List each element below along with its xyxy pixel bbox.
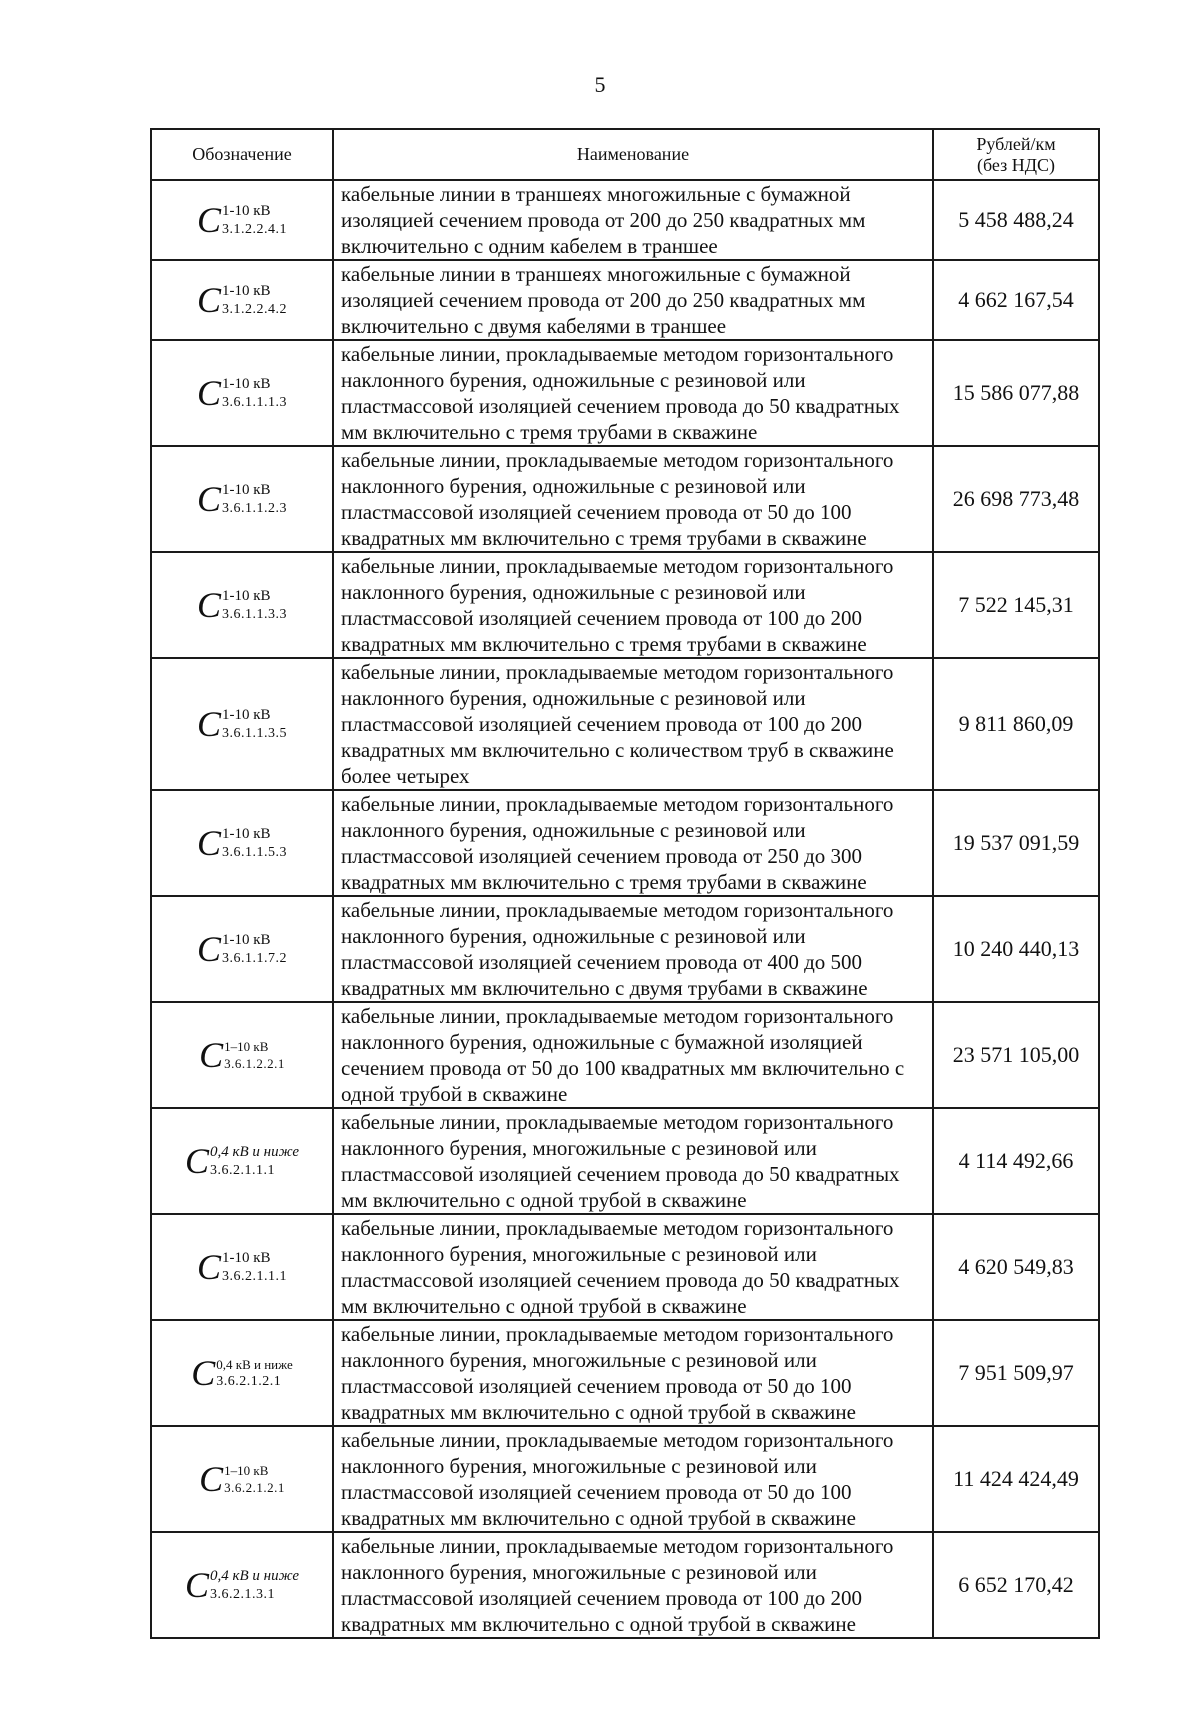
page-number: 5 [594, 72, 606, 97]
code-voltage: 1–10 кВ [224, 1463, 269, 1478]
tariff-code: C 1-10 кВ 3.6.1.1.1.3 [196, 373, 287, 413]
row-name: кабельные линии, прокладываемые методом горизонтального наклонного бурения, одножильные с резиновой или пластмассовой изоляцией сечением провода от 250 до 300 квадратных мм включительно с тремя трубами в скважине [333, 790, 933, 896]
row-code [151, 260, 333, 340]
code-voltage: 1-10 кВ [222, 706, 271, 723]
tariff-code: C 1-10 кВ 3.6.1.1.2.3 [196, 479, 287, 519]
tariff-code: C 0,4 кВ и ниже 3.6.2.1.3.1 [184, 1565, 300, 1605]
code-voltage: 1–10 кВ [224, 1039, 269, 1054]
code-index: 3.1.2.2.4.1 [222, 221, 287, 237]
code-index: 3.6.1.1.5.3 [222, 844, 287, 860]
table-row [151, 1320, 1099, 1426]
row-price: 6 652 170,42 [933, 1532, 1099, 1638]
table-row [151, 1214, 1099, 1320]
table-row [151, 260, 1099, 340]
header-price [933, 129, 1099, 180]
code-index: 3.6.1.1.7.2 [222, 950, 287, 966]
code-index: 3.6.2.1.2.1 [216, 1373, 282, 1389]
code-voltage: 0,4 кВ и ниже [209, 1567, 300, 1584]
tariff-code: C 1-10 кВ 3.6.1.1.3.5 [196, 704, 287, 744]
code-voltage: 1-10 кВ [222, 825, 271, 842]
code-voltage: 1-10 кВ [222, 587, 271, 604]
row-code [151, 1426, 333, 1532]
row-name: кабельные линии, прокладываемые методом горизонтального наклонного бурения, многожильные с резиновой или пластмассовой изоляцией сечением провода от 50 до 100 квадратных мм включительно с одной трубой в скважине [333, 1426, 933, 1532]
code-index: 3.6.1.1.2.3 [222, 500, 287, 516]
code-voltage: 0,4 кВ и ниже [209, 1143, 300, 1160]
table-row [151, 896, 1099, 1002]
row-name: кабельные линии в траншеях многожильные с бумажной изоляцией сечением провода от 200 до 250 квадратных мм включительно с одним кабелем в траншее [333, 180, 933, 260]
row-name: кабельные линии, прокладываемые методом горизонтального наклонного бурения, одножильные с резиновой или пластмассовой изоляцией сечением провода от 400 до 500 квадратных мм включительно с двумя трубами в скважине [333, 896, 933, 1002]
row-code [151, 552, 333, 658]
row-price: 4 662 167,54 [933, 260, 1099, 340]
code-voltage: 1-10 кВ [222, 1249, 271, 1266]
row-name: кабельные линии, прокладываемые методом горизонтального наклонного бурения, одножильные с резиновой или пластмассовой изоляцией сечением провода от 100 до 200 квадратных мм включительно с количеством труб в скважине более четырех [333, 658, 933, 790]
row-code [151, 790, 333, 896]
table-row [151, 552, 1099, 658]
tariff-code: C 1-10 кВ 3.6.1.1.5.3 [196, 823, 287, 863]
header-price-unit: Рублей/км [976, 133, 1056, 154]
header-name: Наименование [333, 129, 933, 180]
tariff-code: C 1-10 кВ 3.6.2.1.1.1 [196, 1247, 287, 1287]
code-index: 3.6.2.1.1.1 [222, 1268, 287, 1284]
table-row [151, 446, 1099, 552]
tariff-code: C 0,4 кВ и ниже 3.6.2.1.1.1 [184, 1141, 300, 1181]
row-name: кабельные линии, прокладываемые методом горизонтального наклонного бурения, одножильные с бумажной изоляцией сечением провода от 50 до 100 квадратных мм включительно с одной трубой в скважине [333, 1002, 933, 1108]
row-code [151, 1002, 333, 1108]
tariff-code: C 1-10 кВ 3.6.1.1.7.2 [196, 929, 287, 969]
row-price: 9 811 860,09 [933, 658, 1099, 790]
row-code [151, 446, 333, 552]
row-code [151, 1532, 333, 1638]
code-index: 3.6.1.2.2.1 [224, 1056, 285, 1071]
code-index: 3.6.2.1.3.1 [209, 1586, 275, 1602]
row-price: 7 951 509,97 [933, 1320, 1099, 1426]
row-price: 15 586 077,88 [933, 340, 1099, 446]
row-name: кабельные линии, прокладываемые методом горизонтального наклонного бурения, многожильные с резиновой или пластмассовой изоляцией сечением провода от 50 до 100 квадратных мм включительно с одной трубой в скважине [333, 1320, 933, 1426]
code-voltage: 1-10 кВ [222, 282, 271, 299]
code-index: 3.6.2.1.2.1 [224, 1480, 285, 1495]
tariff-code: C 1–10 кВ 3.6.1.2.2.1 [199, 1035, 285, 1075]
row-code [151, 896, 333, 1002]
row-name: кабельные линии, прокладываемые методом горизонтального наклонного бурения, одножильные с резиновой или пластмассовой изоляцией сечением провода до 50 квадратных мм включительно с тремя трубами в скважине [333, 340, 933, 446]
code-voltage: 1-10 кВ [222, 481, 271, 498]
code-voltage: 1-10 кВ [222, 202, 271, 219]
code-voltage: 0,4 кВ и ниже [216, 1356, 293, 1372]
tariff-code: C 1–10 кВ 3.6.2.1.2.1 [199, 1459, 285, 1499]
header-price-vat-note: (без НДС) [976, 154, 1055, 175]
row-price: 19 537 091,59 [933, 790, 1099, 896]
code-index: 3.6.1.1.3.3 [222, 606, 287, 622]
row-name: кабельные линии, прокладываемые методом горизонтального наклонного бурения, многожильные с резиновой или пластмассовой изоляцией сечением провода до 50 квадратных мм включительно с одной трубой в скважине [333, 1108, 933, 1214]
row-name: кабельные линии, прокладываемые методом горизонтального наклонного бурения, многожильные с резиновой или пластмассовой изоляцией сечением провода от 100 до 200 квадратных мм включительно с одной трубой в скважине [333, 1532, 933, 1638]
row-price: 5 458 488,24 [933, 180, 1099, 260]
table-row [151, 1002, 1099, 1108]
row-code [151, 1108, 333, 1214]
row-name: кабельные линии в траншеях многожильные с бумажной изоляцией сечением провода от 200 до 250 квадратных мм включительно с двумя кабелями в траншее [333, 260, 933, 340]
row-price: 7 522 145,31 [933, 552, 1099, 658]
row-code [151, 658, 333, 790]
code-index: 3.6.2.1.1.1 [209, 1162, 275, 1178]
row-price: 11 424 424,49 [933, 1426, 1099, 1532]
row-code [151, 340, 333, 446]
row-code [151, 180, 333, 260]
row-price: 4 114 492,66 [933, 1108, 1099, 1214]
row-name: кабельные линии, прокладываемые методом горизонтального наклонного бурения, многожильные с резиновой или пластмассовой изоляцией сечением провода до 50 квадратных мм включительно с одной трубой в скважине [333, 1214, 933, 1320]
code-voltage: 1-10 кВ [222, 931, 271, 948]
row-name: кабельные линии, прокладываемые методом горизонтального наклонного бурения, одножильные с резиновой или пластмассовой изоляцией сечением провода от 100 до 200 квадратных мм включительно с тремя трубами в скважине [333, 552, 933, 658]
code-index: 3.1.2.2.4.2 [222, 301, 287, 317]
table-row [151, 340, 1099, 446]
row-price: 23 571 105,00 [933, 1002, 1099, 1108]
code-index: 3.6.1.1.1.3 [222, 394, 287, 410]
table-row [151, 180, 1099, 260]
row-price: 26 698 773,48 [933, 446, 1099, 552]
table-row [151, 1426, 1099, 1532]
row-name: кабельные линии, прокладываемые методом горизонтального наклонного бурения, одножильные с резиновой или пластмассовой изоляцией сечением провода от 50 до 100 квадратных мм включительно с тремя трубами в скважине [333, 446, 933, 552]
tariff-code: C 0,4 кВ и ниже 3.6.2.1.2.1 [191, 1353, 293, 1393]
tariff-table [150, 128, 1100, 1639]
tariff-code: C 1-10 кВ 3.1.2.2.4.1 [196, 200, 287, 240]
tariff-code: C 1-10 кВ 3.1.2.2.4.2 [196, 280, 287, 320]
table-row [151, 1108, 1099, 1214]
tariff-code: C 1-10 кВ 3.6.1.1.3.3 [196, 585, 287, 625]
table-row [151, 658, 1099, 790]
row-price: 10 240 440,13 [933, 896, 1099, 1002]
table-row [151, 790, 1099, 896]
row-price: 4 620 549,83 [933, 1214, 1099, 1320]
row-code [151, 1214, 333, 1320]
table-row [151, 1532, 1099, 1638]
header-code: Обозначение [151, 129, 333, 180]
code-index: 3.6.1.1.3.5 [222, 725, 287, 741]
code-voltage: 1-10 кВ [222, 375, 271, 392]
row-code [151, 1320, 333, 1426]
table-header-row [151, 129, 1099, 180]
